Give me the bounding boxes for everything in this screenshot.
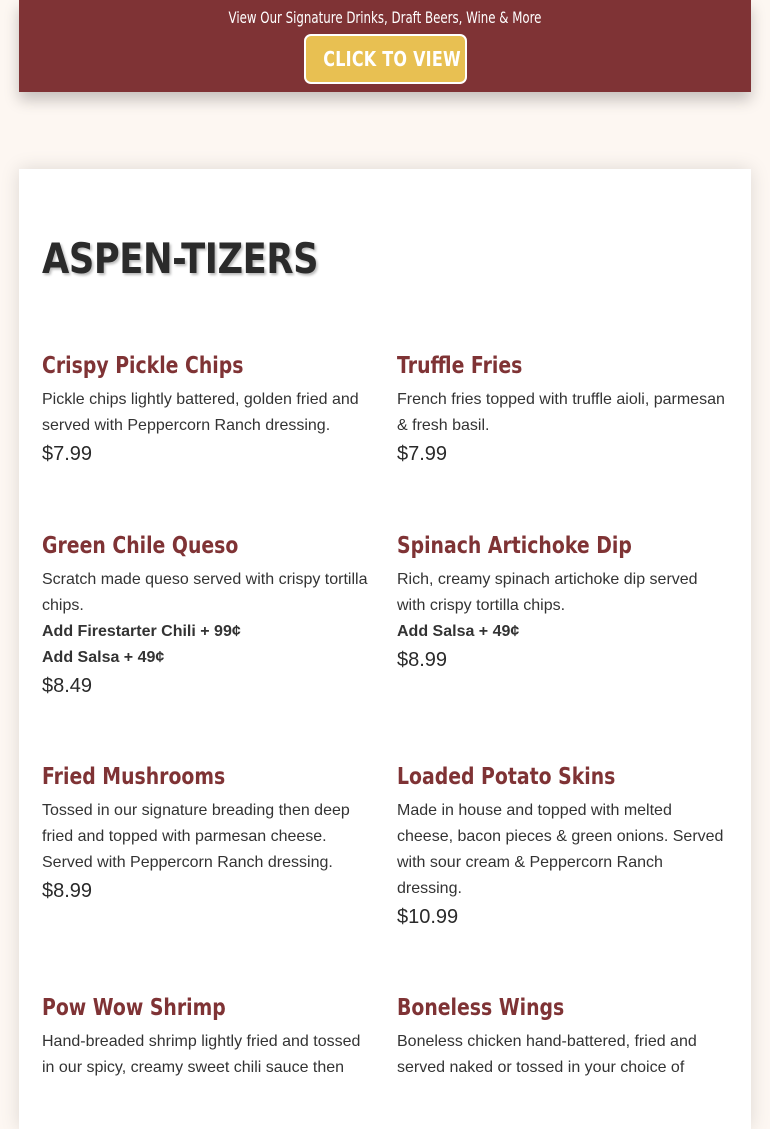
menu-item-price: $7.99	[42, 443, 93, 465]
menu-item-name: Spinach Artichoke Dip	[397, 533, 632, 559]
section-title: ASPEN-TIZERS	[42, 234, 319, 283]
menu-item-price: $10.99	[397, 906, 459, 928]
menu-item-description: French fries topped with truffle aioli, parmesan & fresh basil.	[397, 391, 725, 434]
menu-item-price: $8.99	[397, 649, 448, 671]
drinks-banner	[19, 0, 751, 92]
menu-item	[42, 531, 372, 699]
menu-item-name: Crispy Pickle Chips	[42, 353, 244, 379]
menu-item-name: Truffle Fries	[397, 353, 523, 379]
menu-item-name: Pow Wow Shrimp	[42, 995, 226, 1021]
menu-item-description: Scratch made queso served with crispy tortilla chips.	[42, 571, 368, 614]
menu-item-name: Boneless Wings	[397, 995, 565, 1021]
menu-item-price: $8.99	[42, 880, 93, 902]
menu-item-addon: Add Salsa + 49¢	[42, 649, 165, 666]
menu-item	[397, 351, 727, 467]
click-to-view-label: CLICK TO VIEW	[323, 47, 461, 71]
click-to-view-button[interactable]	[304, 34, 467, 84]
menu-item-description: Boneless chicken hand-battered, fried and served naked or tossed in your choice of	[397, 1033, 697, 1076]
menu-item	[42, 351, 372, 467]
menu-item-description: Tossed in our signature breading then deep fried and topped with parmesan cheese. Served with Peppercorn Ranch dressing.	[42, 802, 350, 871]
menu-item	[42, 993, 372, 1081]
menu-item-description: Made in house and topped with melted cheese, bacon pieces & green onions. Served with sour cream & Peppercorn Ranch dressing.	[397, 802, 724, 897]
menu-item-price: $7.99	[397, 443, 448, 465]
menu-item-name: Green Chile Queso	[42, 533, 239, 559]
menu-item	[42, 762, 372, 904]
menu-item-addon: Add Firestarter Chili + 99¢	[42, 623, 241, 640]
menu-item	[397, 993, 727, 1081]
appetizers-menu-card	[19, 169, 751, 1129]
menu-item-description: Rich, creamy spinach artichoke dip served with crispy tortilla chips.	[397, 571, 698, 614]
menu-item-addon: Add Salsa + 49¢	[397, 623, 520, 640]
menu-item-price: $8.49	[42, 675, 93, 697]
menu-item-description: Hand-breaded shrimp lightly fried and tossed in our spicy, creamy sweet chili sauce then	[42, 1033, 361, 1076]
menu-item	[397, 762, 727, 930]
menu-item-name: Loaded Potato Skins	[397, 764, 616, 790]
menu-item	[397, 531, 727, 673]
menu-item-description: Pickle chips lightly battered, golden fried and served with Peppercorn Ranch dressing.	[42, 391, 359, 434]
menu-item-name: Fried Mushrooms	[42, 764, 226, 790]
banner-text: View Our Signature Drinks, Draft Beers, Wine & More	[228, 8, 542, 27]
